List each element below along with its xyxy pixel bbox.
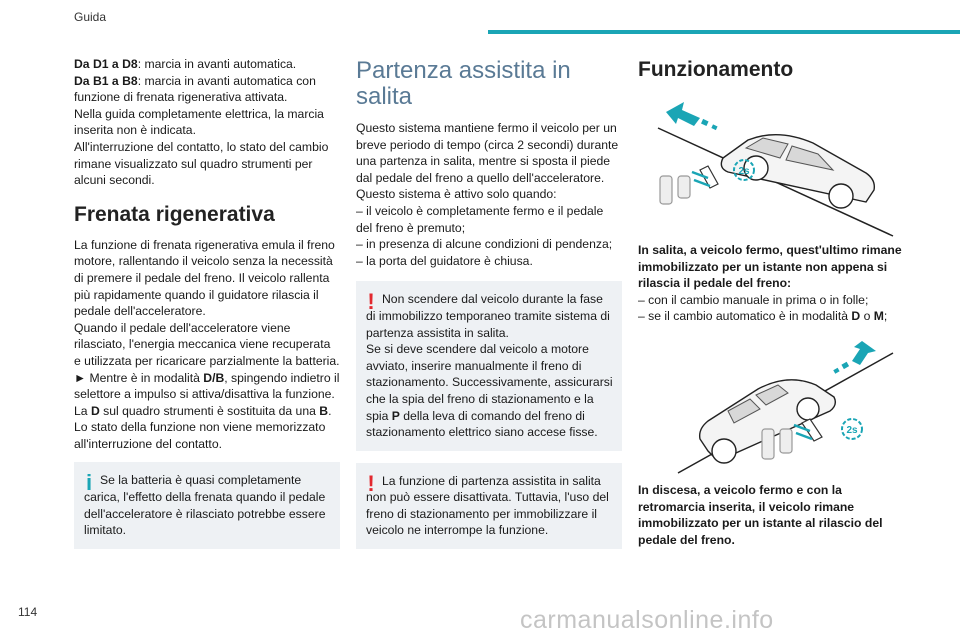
- watermark: carmanualsonline.info: [520, 606, 774, 634]
- uphill-arrow-icon: [666, 102, 718, 130]
- heading-regenerative-braking: Frenata rigenerativa: [74, 202, 275, 226]
- column-1: [74, 56, 340, 549]
- uphill-caption-item-2: – se il cambio automatico è in modalità D o M;: [638, 309, 888, 324]
- uphill-illustration: [638, 88, 904, 238]
- warning-box-1: [356, 281, 622, 450]
- column-2: [356, 56, 622, 549]
- header-accent-bar: [488, 30, 960, 34]
- info-icon: i: [85, 470, 93, 496]
- warning-box-2-text: La funzione di partenza assistita in salita non può essere disattivata. Tuttavia, l'uso del freno di stazionamento per immobilizzare il veicolo ne interrompe la funzione.: [366, 473, 609, 538]
- heading-operation: Funzionamento: [638, 58, 794, 81]
- timer-label: 2s: [738, 166, 750, 177]
- column-3: [638, 56, 904, 548]
- warning-box-1-text: Non scendere dal veicolo durante la fase di immobilizzo temporaneo tramite sistema di partenza assistita in salita. Se si deve scendere dal veicolo a motore avviato, inserire manualmente il freno di stazionamento. Successivamente, assicurarsi che la spia del freno di stazionamento e la spia P della leva di comando del freno di stazionamento elettrico siano accese fisse.: [366, 292, 613, 440]
- downhill-illustration: [638, 333, 904, 478]
- info-box-text: Se la batteria è quasi completamente carica, l'effetto della frenata quando il pedale dell'acceleratore è rilasciato potrebbe essere limitato.: [84, 473, 326, 538]
- gear-description: Da D1 a D8: marcia in avanti automatica. Da B1 a B8: marcia in avanti automatica con funzione di frenata rigenerativa attivata. Nella guida completamente elettrica, la marcia inserita non è indicata. All'interruzione del contatto, lo stato del cambio rimane visualizzato sul quadro strumenti per alcuni secondi.: [74, 57, 329, 188]
- header-title: Guida: [74, 10, 107, 24]
- warning-icon: !: [367, 289, 375, 315]
- downhill-caption: In discesa, a veicolo fermo e con la retromarcia inserita, il veicolo rimane immobilizzato per un istante al rilascio del pedale del freno.: [638, 482, 883, 547]
- hill-start-description: Questo sistema mantiene fermo il veicolo per un breve periodo di tempo (circa 2 secondi) durante una partenza in salita, mentre si sposta il piede dal pedale del freno a quello dell'acceleratore. Questo sistema è attivo solo quando: – il veicolo è completamente fermo e il pedale del freno è premuto; – in presenza di alcune condizioni di pendenza; – la porta del guidatore è chiusa.: [356, 121, 619, 268]
- timer-icon: [842, 419, 862, 439]
- uphill-caption: In salita, a veicolo fermo, quest'ultimo rimane immobilizzato per un istante non appena si rilascia il pedale del freno:: [638, 243, 902, 291]
- downhill-arrow-icon: [833, 341, 876, 374]
- pedals-icon: [660, 166, 718, 204]
- warning-box-2: [356, 463, 622, 549]
- regenerative-braking-text: La funzione di frenata rigenerativa emula il freno motore, rallentando il veicolo senza la necessità di premere il pedale del freno. Il veicolo rallenta più rapidamente quando il guidatore rilascia il pedale dell'acceleratore. Quando il pedale dell'acceleratore viene rilasciato, l'energia meccanica viene recuperata e utilizzata per ricaricare parzialmente la batteria. ► Mentre è in modalità D/B, spingendo indietro il selettore a impulso si attiva/disattiva la funzione. La D sul quadro strumenti è sostituita da una B. Lo stato della funzione non viene memorizzato all'interruzione del contatto.: [74, 237, 340, 451]
- info-box: [74, 462, 340, 548]
- warning-icon: !: [367, 470, 375, 496]
- timer-label: 2s: [846, 424, 858, 436]
- uphill-caption-item-1: – con il cambio manuale in prima o in folle;: [638, 292, 869, 307]
- page-number: 114: [18, 605, 38, 619]
- heading-hill-start-assist: Partenza assistita in salita: [356, 57, 571, 110]
